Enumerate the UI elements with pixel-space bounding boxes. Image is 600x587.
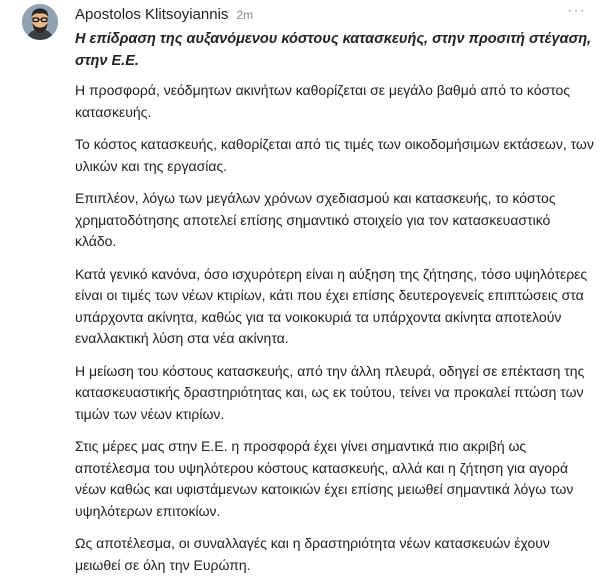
paragraph: Κατά γενικό κανόνα, όσο ισχυρότερη είναι η αύξηση της ζήτησης, τόσο υψηλότερες είναι οι τιμές των νέων κτιρίων, κάτι που έχει επίσης δευτερογενείς επιπτώσεις στα υπάρχοντα ακίνητα, καθώς για τα νοικοκυριά τα υπάρχοντα ακίνητα αποτελούν εναλλακτική λύση στα νέα ακίνητα. bbox=[75, 265, 588, 346]
paragraph: Το κόστος κατασκευής, καθορίζεται από τις τιμές των οικοδομήσιμων εκτάσεων, των υλικών και της εργασίας. bbox=[75, 136, 594, 174]
post-title: Η επίδραση της αυξανόμενου κόστους κατασκευής, στην προσιτή στέγαση, στην Ε.Ε. bbox=[75, 31, 592, 69]
post-header bbox=[75, 6, 253, 24]
more-options-icon[interactable]: ··· bbox=[567, 2, 586, 19]
paragraph: Η προσφορά, νεόδμητων ακινήτων καθορίζεται σε μεγάλο βαθμό από το κόστος κατασκευής. bbox=[75, 82, 570, 120]
paragraph: Η μείωση του κόστους κατασκευής, από την άλλη πλευρά, οδηγεί σε επέκταση της κατασκευαστικής δραστηριότητας και, ως εκ τούτου, τείνει να προκαλεί πτώση των τιμών των νέων κτιρίων. bbox=[75, 362, 585, 422]
paragraph: Στις μέρες μας στην Ε.Ε. η προσφορά έχει γίνει σημαντικά πιο ακριβή ως αποτέλεσμα του υψηλότερου κόστους κατασκευής, αλλά και η ζήτηση για αγορά νέων καθώς και υφιστάμενων κατοικιών έχει επίσης μειωθεί σημαντικά λόγω των υψηλότερων επιτοκίων. bbox=[75, 438, 574, 519]
author-name[interactable]: Apostolos Klitsoyiannis bbox=[75, 6, 229, 23]
avatar-illustration-icon bbox=[22, 4, 58, 40]
paragraph: Ως αποτέλεσμα, οι συναλλαγές και η δραστηριότητα νέων κατασκευών έχουν μειωθεί σε όλη την Ευρώπη. bbox=[75, 535, 550, 573]
avatar[interactable] bbox=[22, 4, 58, 40]
post-timestamp[interactable]: 2m bbox=[236, 8, 254, 22]
paragraph: Επιπλέον, λόγω των μεγάλων χρόνων σχεδιασμού και κατασκευής, το κόστος χρηματοδότησης αποτελεί επίσης σημαντικό στοιχείο για τον κατασκευαστικό κλάδο. bbox=[75, 190, 556, 249]
post-content bbox=[75, 28, 595, 587]
